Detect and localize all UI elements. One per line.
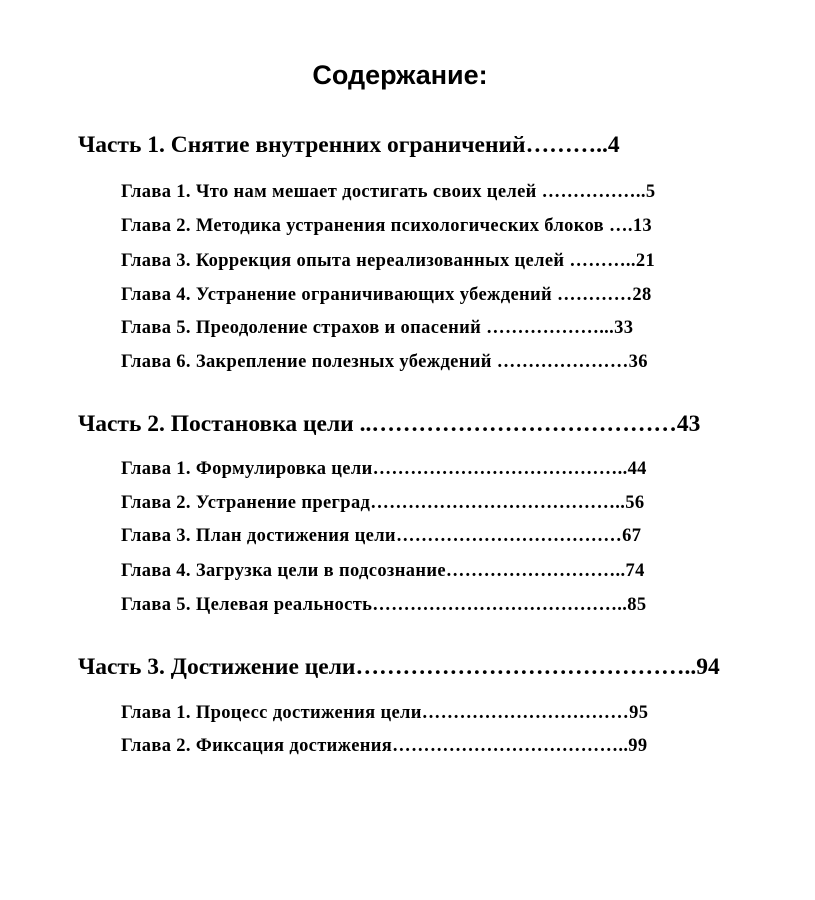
toc-chapter-3-1: Глава 1. Процесс достижения цели……………………………95 bbox=[121, 703, 649, 723]
toc-chapter-3-2: Глава 2. Фиксация достижения………………………………..99 bbox=[121, 736, 648, 756]
toc-chapter-2-4: Глава 4. Загрузка цели в подсознание………………………..74 bbox=[121, 561, 645, 581]
toc-chapter-1-5: Глава 5. Преодоление страхов и опасений ………………...33 bbox=[121, 318, 634, 338]
toc-chapter-2-1: Глава 1. Формулировка цели…………………………………..44 bbox=[121, 459, 647, 479]
toc-chapter-1-6: Глава 6. Закрепление полезных убеждений …………………36 bbox=[121, 352, 648, 372]
toc-chapter-2-3: Глава 3. План достижения цели………………………………67 bbox=[121, 526, 642, 546]
toc-chapter-1-4: Глава 4. Устранение ограничивающих убеждений …………28 bbox=[121, 285, 652, 305]
toc-part-3: Часть 3. Достижение цели……………………………………..94 bbox=[78, 654, 720, 680]
toc-part-2: Часть 2. Постановка цели ..…………………………………43 bbox=[78, 411, 701, 437]
toc-chapter-1-3: Глава 3. Коррекция опыта нереализованных целей ………..21 bbox=[121, 251, 656, 271]
toc-chapter-1-1: Глава 1. Что нам мешает достигать своих целей ……………..5 bbox=[121, 182, 656, 202]
page-title: Содержание: bbox=[312, 60, 488, 90]
toc-chapter-1-2: Глава 2. Методика устранения психологических блоков ….13 bbox=[121, 216, 653, 236]
toc-part-1: Часть 1. Снятие внутренних ограничений………..4 bbox=[78, 132, 620, 158]
toc-chapter-2-5: Глава 5. Целевая реальность…………………………………..85 bbox=[121, 595, 647, 615]
toc-chapter-2-2: Глава 2. Устранение преград…………………………………..56 bbox=[121, 493, 645, 513]
